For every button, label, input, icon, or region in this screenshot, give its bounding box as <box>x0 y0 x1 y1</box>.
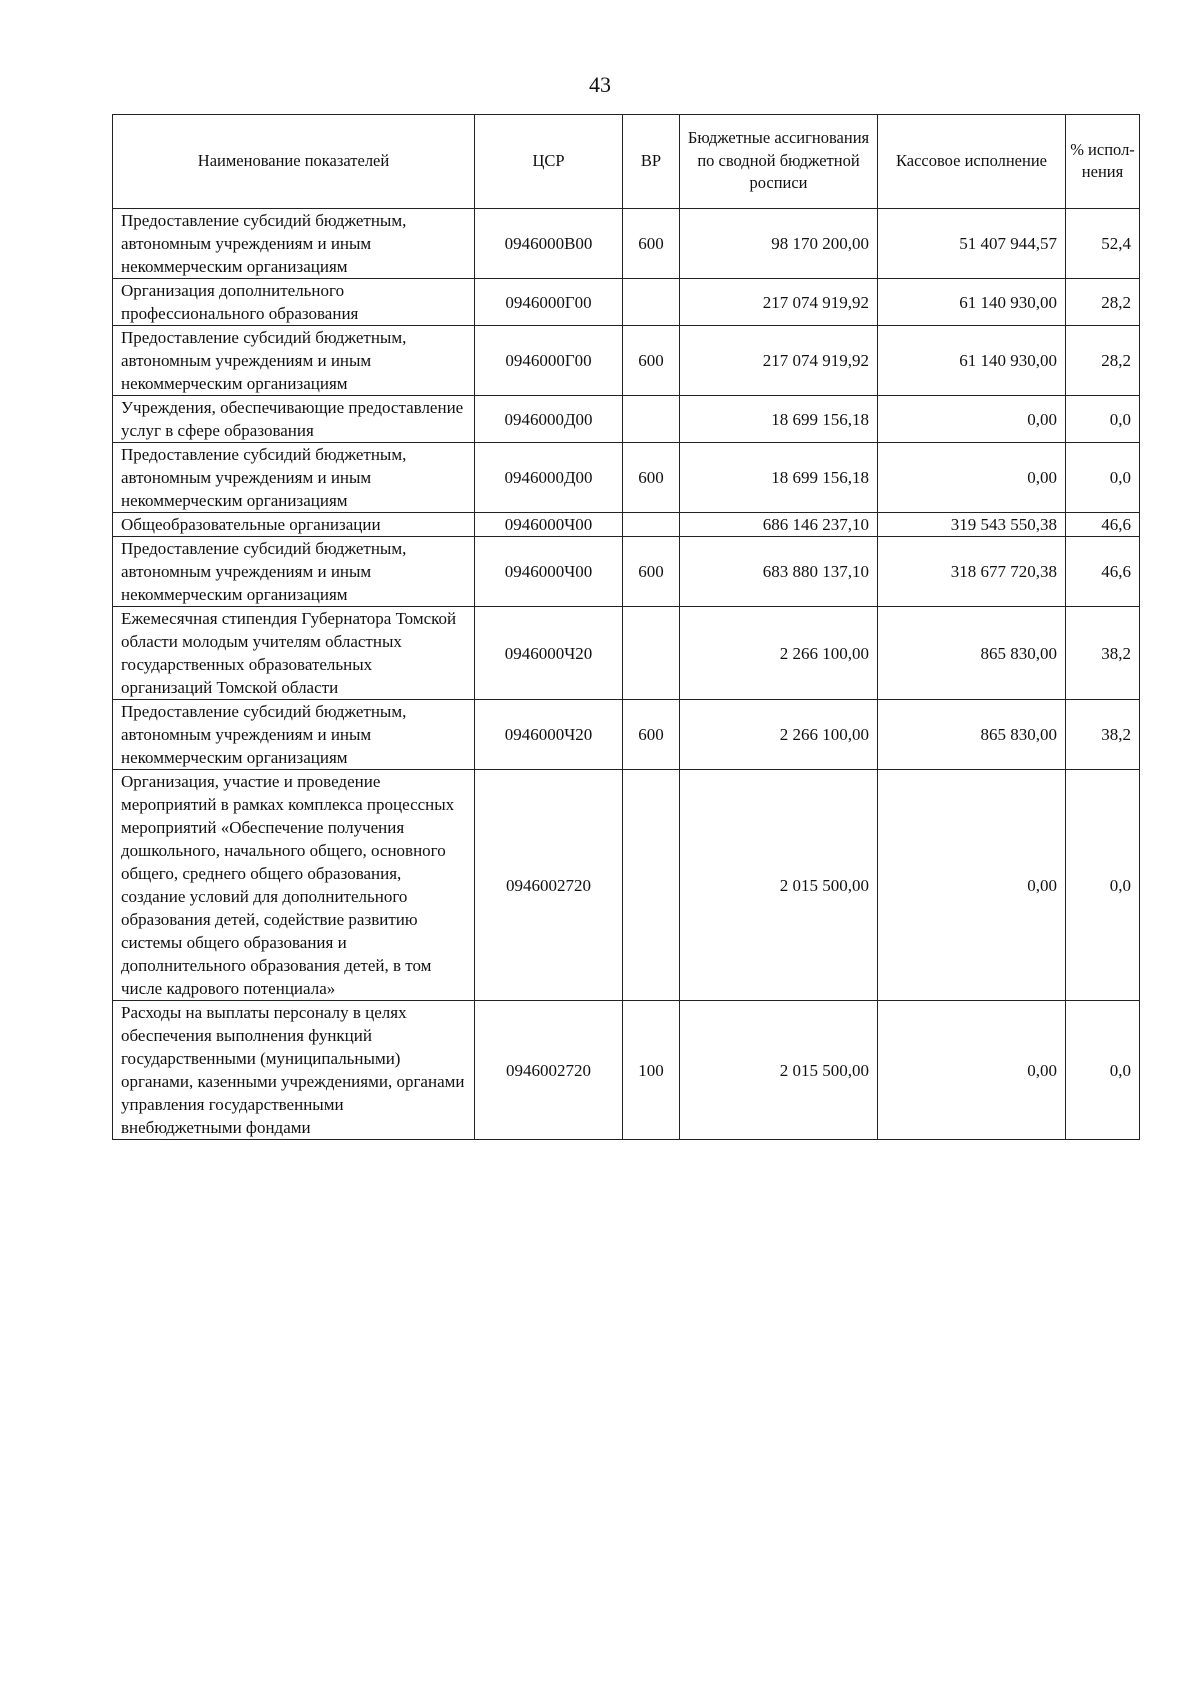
cell-name: Расходы на выплаты персоналу в целях обеспечения выполнения функций государственными (муниципальными) органами, казенными учреждениями, органами управления государственными внебюджетными фондами <box>113 1001 475 1140</box>
cell-vr: 600 <box>623 700 680 770</box>
cell-percent: 28,2 <box>1066 326 1140 396</box>
table-row <box>113 607 1140 700</box>
table-row <box>113 326 1140 396</box>
cell-name: Общеобразовательные организации <box>113 513 475 537</box>
cell-budget: 98 170 200,00 <box>680 209 878 279</box>
cell-percent: 0,0 <box>1066 770 1140 1001</box>
cell-vr: 600 <box>623 443 680 513</box>
table-body <box>113 209 1140 1140</box>
table-row <box>113 443 1140 513</box>
cell-budget: 2 015 500,00 <box>680 1001 878 1140</box>
cell-name: Предоставление субсидий бюджетным, автономным учреждениям и иным некоммерческим организациям <box>113 326 475 396</box>
cell-budget: 2 015 500,00 <box>680 770 878 1001</box>
cell-name: Предоставление субсидий бюджетным, автономным учреждениям и иным некоммерческим организациям <box>113 537 475 607</box>
cell-cash: 61 140 930,00 <box>878 279 1066 326</box>
cell-percent: 38,2 <box>1066 607 1140 700</box>
table-row <box>113 1001 1140 1140</box>
cell-csr: 0946000Ч00 <box>475 513 623 537</box>
cell-budget: 683 880 137,10 <box>680 537 878 607</box>
header-csr: ЦСР <box>475 115 623 209</box>
cell-csr: 0946000Г00 <box>475 279 623 326</box>
cell-vr: 600 <box>623 326 680 396</box>
table-header-row <box>113 115 1140 209</box>
cell-cash: 0,00 <box>878 396 1066 443</box>
cell-cash: 865 830,00 <box>878 700 1066 770</box>
cell-name: Организация дополнительного профессионального образования <box>113 279 475 326</box>
cell-budget: 18 699 156,18 <box>680 396 878 443</box>
table-row <box>113 209 1140 279</box>
cell-percent: 46,6 <box>1066 513 1140 537</box>
cell-csr: 0946000В00 <box>475 209 623 279</box>
cell-vr <box>623 770 680 1001</box>
cell-percent: 0,0 <box>1066 443 1140 513</box>
cell-budget: 2 266 100,00 <box>680 607 878 700</box>
cell-name: Ежемесячная стипендия Губернатора Томской области молодым учителям областных государственных образовательных организаций Томской области <box>113 607 475 700</box>
cell-csr: 0946002720 <box>475 1001 623 1140</box>
table-row <box>113 279 1140 326</box>
cell-csr: 0946002720 <box>475 770 623 1001</box>
cell-cash: 61 140 930,00 <box>878 326 1066 396</box>
cell-csr: 0946000Ч00 <box>475 537 623 607</box>
cell-name: Организация, участие и проведение мероприятий в рамках комплекса процессных мероприятий «Обеспечение получения дошкольного, начального общего, основного общего, среднего общего образования, создание условий для дополнительного образования детей, содействие развитию системы общего образования и дополнительного образования детей, в том числе кадрового потенциала» <box>113 770 475 1001</box>
cell-vr <box>623 279 680 326</box>
cell-vr: 100 <box>623 1001 680 1140</box>
cell-vr: 600 <box>623 537 680 607</box>
header-cash: Кассовое исполнение <box>878 115 1066 209</box>
cell-percent: 0,0 <box>1066 396 1140 443</box>
cell-percent: 46,6 <box>1066 537 1140 607</box>
table-row <box>113 770 1140 1001</box>
cell-cash: 0,00 <box>878 443 1066 513</box>
table-row <box>113 513 1140 537</box>
cell-percent: 28,2 <box>1066 279 1140 326</box>
cell-csr: 0946000Д00 <box>475 396 623 443</box>
cell-cash: 318 677 720,38 <box>878 537 1066 607</box>
cell-name: Учреждения, обеспечивающие предоставление услуг в сфере образования <box>113 396 475 443</box>
cell-percent: 38,2 <box>1066 700 1140 770</box>
cell-vr <box>623 513 680 537</box>
cell-percent: 52,4 <box>1066 209 1140 279</box>
cell-budget: 2 266 100,00 <box>680 700 878 770</box>
cell-csr: 0946000Д00 <box>475 443 623 513</box>
cell-percent: 0,0 <box>1066 1001 1140 1140</box>
cell-budget: 18 699 156,18 <box>680 443 878 513</box>
header-percent: % испол-нения <box>1066 115 1140 209</box>
cell-vr <box>623 396 680 443</box>
cell-cash: 319 543 550,38 <box>878 513 1066 537</box>
cell-budget: 686 146 237,10 <box>680 513 878 537</box>
header-name: Наименование показателей <box>113 115 475 209</box>
cell-cash: 865 830,00 <box>878 607 1066 700</box>
header-budget: Бюджетные ассигнования по сводной бюджетной росписи <box>680 115 878 209</box>
cell-vr <box>623 607 680 700</box>
cell-cash: 51 407 944,57 <box>878 209 1066 279</box>
cell-csr: 0946000Г00 <box>475 326 623 396</box>
cell-cash: 0,00 <box>878 1001 1066 1140</box>
header-vr: ВР <box>623 115 680 209</box>
table-row <box>113 537 1140 607</box>
cell-name: Предоставление субсидий бюджетным, автономным учреждениям и иным некоммерческим организациям <box>113 209 475 279</box>
cell-cash: 0,00 <box>878 770 1066 1001</box>
budget-execution-table <box>112 114 1140 1140</box>
cell-budget: 217 074 919,92 <box>680 326 878 396</box>
cell-csr: 0946000Ч20 <box>475 607 623 700</box>
table-row <box>113 700 1140 770</box>
page-number: 43 <box>589 72 611 97</box>
cell-vr: 600 <box>623 209 680 279</box>
cell-csr: 0946000Ч20 <box>475 700 623 770</box>
cell-name: Предоставление субсидий бюджетным, автономным учреждениям и иным некоммерческим организациям <box>113 443 475 513</box>
table-row <box>113 396 1140 443</box>
cell-name: Предоставление субсидий бюджетным, автономным учреждениям и иным некоммерческим организациям <box>113 700 475 770</box>
cell-budget: 217 074 919,92 <box>680 279 878 326</box>
